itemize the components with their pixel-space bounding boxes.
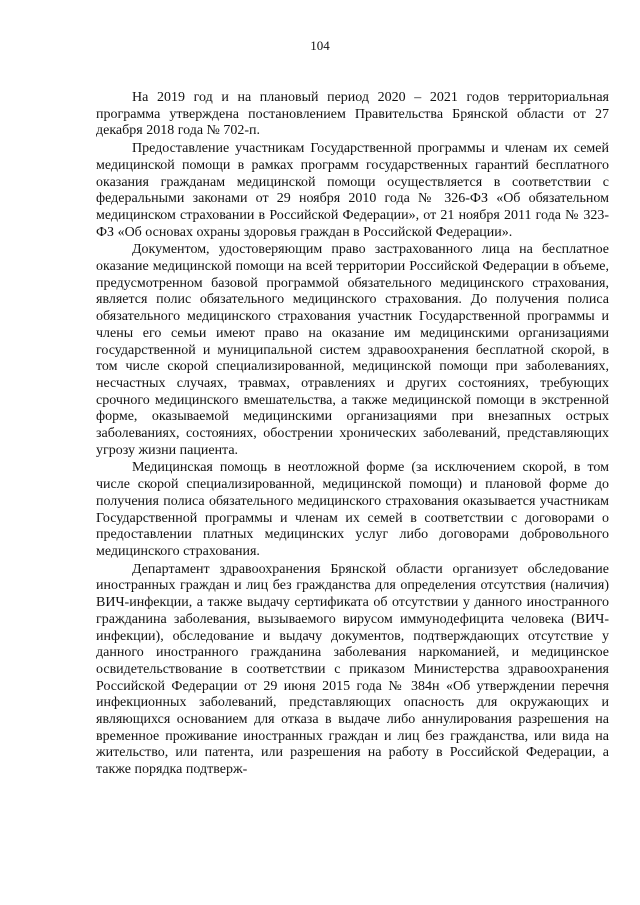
paragraph-program-approval: На 2019 год и на плановый период 2020 – 2021 годов территориальная программа утверждена постановлением Правительства Брянской области от 27 декабря 2018 года № 702-п. <box>96 90 609 139</box>
paragraph-urgent-care: Медицинская помощь в неотложной форме (за исключением скорой, в том числе скорой специализированной, медицинской помощи) и плановой форме до получения полиса обязательного медицинского страхования оказывается участникам Государственной программы и членам их семей в соответствии с договорами о предоставлении платных медицинских услуг либо договорами добровольного медицинского страхования. <box>96 460 609 559</box>
paragraph-insurance-policy: Документом, удостоверяющим право застрахованного лица на бесплатное оказание медицинской помощи на всей территории Российской Федерации в объеме, предусмотренном базовой программой обязательного медицинского страхования, является полис обязательного медицинского страхования. До получения полиса обязательного медицинского страхования участник Государственной программы и члены его семьи имеют право на оказание им медицинскими организациями государственной и муниципальной систем здравоохранения бесплатной скорой, в том числе скорой специализированной, медицинской помощи при заболеваниях, несчастных случаях, травмах, отравлениях и других состояниях, требующих срочного медицинского вмешательства, а также медицинской помощи в экстренной форме, оказываемой медицинскими организациями при внезапных острых заболеваниях, состояниях, обострении хронических заболеваний, представляющих угрозу жизни пациента. <box>96 242 609 458</box>
paragraph-health-department: Департамент здравоохранения Брянской области организует обследование иностранных граждан и лиц без гражданства для определения отсутствия (наличия) ВИЧ-инфекции, а также выдачу сертификата об отсутствии у данного иностранного гражданина заболевания, вызываемого вирусом иммунодефицита человека (ВИЧ-инфекции), обследование и выдачу документов, подтверждающих отсутствие у данного иностранного гражданина заболевания наркоманией, и медицинское освидетельствование в соответствии с приказом Министерства здравоохранения Российской Федерации от 29 июня 2015 года № 384н «Об утверждении перечня инфекционных заболеваний, представляющих опасность для окружающих и являющихся основанием для отказа в выдаче либо аннулирования разрешения на временное проживание иностранных граждан и лиц без гражданства, или вида на жительство, или патента, или разрешения на работу в Российской Федерации, а также порядка подтверж- <box>96 561 609 778</box>
body-text <box>96 90 609 779</box>
page-number: 104 <box>310 38 330 53</box>
paragraph-medical-care-provision: Предоставление участникам Государственной программы и членам их семей медицинской помощи в рамках программ государственных гарантий бесплатного оказания гражданам медицинской помощи осуществляется в соответствии с федеральными законами от 29 ноября 2010 года № 326-ФЗ «Об обязательном медицинском страховании в Российской Федерации», от 21 ноября 2011 года № 323-ФЗ «Об основах охраны здоровья граждан в Российской Федерации». <box>96 141 609 240</box>
